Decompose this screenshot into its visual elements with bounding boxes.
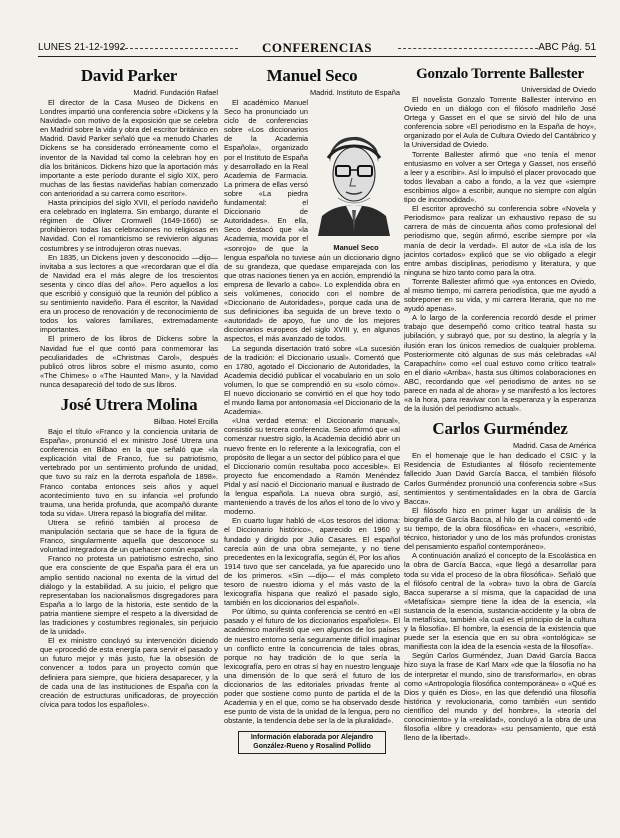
page-header (38, 40, 596, 57)
paragraph: En 1835, un Dickens joven y desconocido —dijo— invitaba a sus lectores a que «recordaran que el día de Navidad era el más alegre de los trescientos sesenta y cinco días del año». Pero aquellos a los que escribió y consiguió que la reunión del público a su sentimiento navideño. Para él escritor, la Navidad era un proceso de renovación y de reconocimiento de todos los valores familiares, extremadamente importantes. (40, 252, 218, 335)
byline-gurmendez: Madrid. Casa de América (513, 441, 596, 451)
paragraph: A lo largo de la conferencia recordó desde el primer trabajo que desempeñó como crítico teatral hasta su jubilación, y subrayó que, por su destino, la alegría y la ilusión eran los únicos remedios de cualquier problema. Posteriormente citó algunas de sus más celebradas «Al Carapachín» como «el cual estuvo como crítico teatral» en el diario «Arriba», hasta sus últimos colaboraciones en ABC, recordando que «el periodismo de antes no se parece en nada al de ahora» y se manifestó a los lectores «a la hora, para reavivar con la esperanza y la esperanza de la ilusión del periodismo actual». (404, 313, 596, 414)
paragraph: El director de la Casa Museo de Dickens en Londres impartió una conferencia sobre «Dickens y la Navidad» con motivo de la exposición que se celebra en Madrid sobre la vida y obra del escritor británico en Madrid. David Parker señaló que «a menudo Charles Dickens se ha considerado erróneamente como el inventor de la Navidad tal como la celebran hoy en día los británicos. Dickens hizo que la aportación más importante a este período durante el siglo XIX, pero muchas de las fiestas navideñas habían comenzado con anterioridad a su carrera como escritor». (40, 98, 218, 198)
paragraph: El escritor aprovechó su conferencia sobre «Novela y Periodismo» para realizar un exhaustivo repaso de su carrera de más de cincuenta años como profesional del periodismo que, según afirmó, escribe siempre por «la manía de decir la verdad». El autor de «La isla de los jacintos cortados» explicó que se vio obligado a elegir entre ambas disciplinas, periodismo y literatura, y que ninguna se hizo tanto como para la otra. (404, 204, 596, 277)
header-page-ref: ABC Pág. 51 (538, 42, 596, 53)
column-left (40, 62, 218, 709)
byline-torrente: Universidad de Oviedo (521, 85, 596, 94)
article-title-seco: Manuel Seco (266, 66, 358, 85)
paragraph: Torrente Ballester afirmó que «ya entonces en Oviedo, al mismo tiempo, mi carrera periodística, que me ayudó a sobreponer en su vida, y mi carrera literaria, que no me ayudó apenas». (404, 276, 596, 314)
article-title-utrera: José Utrera Molina (60, 395, 198, 414)
paragraph: Según Carlos Gurméndez, Juan David García Bacca hizo suya la frase de Karl Marx «de que la filosofía no ha de interpretar el mundo, sino de transformarlo», en obras como «Antropología filosófica contemporánea» o «Qué es Dios y quién es Dios», en las que defendió una filosofía histórica y revolucionaria, como también «un sentido científico del mundo y del hombre», la «teoría del conocimiento» y la «realidad», concluyó a la obra de una filosofía «libre y creadora» «su pensamiento, que está lleno de la libertad». (404, 651, 596, 743)
paragraph: Bajo el título «Franco y la conciencia unitaria de España», pronunció el ex ministro José Utrera una conferencia en Bilbao en la que señaló que «la explicación vital de Franco, fue su patriotismo, vertebrado por un sentimiento profundo de unidad, que tuvo su raíz en la derrota española de 1898». Franco contaba entonces seis años y aquel acontecimiento tuvo en su infancia «el profundo trauma, una herida profunda, que acompañó durante toda su vida». Utrera repasó la biografía del militar. (40, 427, 218, 518)
paragraph: Hasta principios del siglo XVII, el período navideño era celebrado en Inglaterra. Sin embargo, durante el régimen de Oliver Cromwell (1649-1660) se prohibieron todas las celebraciones no religiosas en Navidad. Con el romanticismo se revivieron algunas costumbres y se introdujeron otras nuevas. (40, 198, 218, 253)
paragraph: El filósofo hizo en primer lugar un análisis de la biografía de García Bacca, al hilo de la cual comentó «de su tiempo, de la obra filosófica» en «hacer», «escribió, técnico, historiador y uno de los más profundos cronistas del pensamiento español contemporáneo». (404, 505, 596, 552)
column-right (404, 62, 596, 742)
paragraph: El primero de los libros de Dickens sobre la Navidad fue el que contó para conmemorar las peculiaridades de «Christmas Carol», después publicó otros libros sobre el mismo asunto, como «The Chimes» o «The Haunted Man», y la Navidad nunca desapareció del todo de sus libros. (40, 334, 218, 389)
paragraph: En cuarto lugar habló de «Los tesoros del idioma: el Diccionario histórico», aparecido en 1960 y fundado y dirigido por Julio Casares. El español carecía aún de una obra semejante, y no tiene precedentes en la lexicografía, según él, Por los años 1914 tuvo que ser cancelada, ya fue aparecido uno de los primeros. «Sin —dijo— el más completo tesoro de nuestro idioma y el más vasto de la lexicografía hispana que realizó el pasado siglo, también en los diccionarios del español». (224, 516, 400, 608)
paragraph: A continuación analizó el concepto de la Escolástica en la obra de García Bacca, «que llegó a desarrollar para toda su vida el proceso de la obra filosófica». Señaló que el filósofo central de la «obra» tuvo la obra de García Bacca superarse a sí misma, que la capacidad de una «Metafísica» siempre tiene la idea de la esencia, «la sustancia de la esencia, sustancia-accidente y la obra de la metafísica, también «la cual es el principio de la cultura y la filosofía». El hombre, la esencia de la existencia que puede ser la esencia que en su obra «ontológica» se manifiesta con la idea de la esencia «esta de la filosofía». (404, 551, 596, 652)
header-rule-right (398, 48, 538, 49)
byline-parker: Madrid. Fundación Rafael (133, 88, 218, 97)
paragraph: Por último, su quinta conferencia se centró en «El pasado y el futuro de los diccionarios españoles». El académico manifestó que «en algunos de los países de nuestro entorno sería seguramente difícil imaginar un conflicto entre la concurrencia de tales obras, porque no hay tradición de lo que sería la lexicografía, pero en otras sí hay en nuestro lenguaje una dimensión de lo que será el futuro de los diccionarios de las editoriales privadas frente al poder que sostiene como punto de partida el de la Academia y en el que, como se ha observado desde ese punto de vista de la unidad de la lengua, pero no obstante, la tendencia debe ser la de la pluralidad». (224, 607, 400, 726)
seco-body (224, 98, 400, 725)
paragraph: En el homenaje que le han dedicado el CSIC y la Residencia de Estudiantes al filósofo recientemente fallecido Juan David García Bacca, el también filósofo Carlos Gurméndez pronunció una conferencia sobre «Sus sentimientos y sentimentalidades en la obra de García Bacca». (404, 451, 596, 506)
paragraph: El novelista Gonzalo Torrente Ballester intervino en Oviedo en un diálogo con el filósofo madrileño José Ortega y Gasset en el que se sirvió del hilo de una conferencia sobre «El periodismo en la España de hoy», organizado por el Aula de Cultura Oviedo del Cantábrico y la Universidad de Oviedo. (404, 95, 596, 150)
section-title: CONFERENCIAS (261, 40, 372, 55)
byline-utrera: Bilbao. Hotel Ercilla (153, 417, 218, 426)
credit-box: Información elaborada por Alejandro González-Rueno y Rosalind Pollido (238, 731, 386, 754)
article-title-gurmendez: Carlos Gurméndez (432, 419, 568, 439)
article-title-torrente: Gonzalo Torrente Ballester (416, 66, 584, 82)
paragraph: «Una verdad eterna: el Diccionario manual», consistió su tercera conferencia. Seco afirmó que «al comenzar nuestro siglo, la Academia decidió abrir un nuevo frente en lo referente a la lexicografía, con el propósito de llegar a un sector del público para el que el Diccionario común resultaba poco accesible». El proyecto fue encomendado a Ramón Menéndez Pidal y así nació el Diccionario manual e ilustrado de la lengua española. La nueva obra surgió, así, manteniendo a través de los años el tono de lo vivo y moderno. (224, 416, 400, 517)
paragraph: Franco no protesta un patriotismo estrecho, sino que era consciente de que España para él era un amplio sentido nacional no exenta de la virtud del diálogo y la estabilidad. A su juicio, el peligro que representaban los nacionalismos disgregadores para España a lo largo de la historia, este sentido de la patria mantiene siempre el respeto a la diversidad de las tradiciones y costumbres regionales, sin perjuicio de la unidad». (40, 554, 218, 637)
portrait-caption: Manuel Seco (333, 243, 379, 252)
paragraph: Utrera se refirió también al proceso de manipulación sectaria que se hace de la figura de Franco, singularmente aquella que desconoce su voluntad integradora de un quehacer común español. (40, 517, 218, 555)
portrait-photo (312, 132, 396, 236)
paragraph: El académico Manuel Seco ha pronunciado un ciclo de conferencias sobre «Los diccionarios de la Academia Española», organizado por el Instituto de España y desarrollado en la Real Academia de Farmacia. La primera de ellas versó sobre «La piedra fundamental: el Diccionario de Autoridades». En ella, Seco destacó que «la Academia, movida por el «sonrojo» de que la lengua española no tuviese aún un diccionario digno de su grandeza, que quedase emparejada con los que otras naciones tienen ya en acción, emprendió la empresa de llevarlo a cabo». Lo explendida obra en seis volúmenes, conocido con el nombre de «Diccionario de Autoridades», porque cada una de sus definiciones iba seguida de un breve texto o «autoridad» de apoyo, fue uno de los mejores diccionarios europeos del siglo XVIII y, en algunos aspectos, el más avanzado de todos. (224, 98, 400, 344)
column-center (224, 62, 400, 754)
byline-seco: Madrid. Instituto de España (310, 88, 400, 97)
portrait-figure (312, 132, 400, 250)
header-date: LUNES 21-12-1992 (38, 42, 126, 53)
article-title-parker: David Parker (80, 66, 178, 85)
paragraph: Torrente Ballester afirmó que «no tenía el menor entusiasmo en volver a ser Ortega y Gasset, nos enseñó a leer y a escribir». Así lo impulsó el placer provocado que todos llevaban a cabo a fondo, a la vez que «siempre escribimos algo» a escribir, aunque no siempre con algún tipo de incomodidad». (404, 149, 596, 205)
paragraph: La segunda disertación trató sobre «La sucesión de la tradición: el Diccionario usual». Comentó que en 1780, agotado el Diccionario de Autoridades, la Academia decidió publicar el vocabulario en un solo volumen, lo que se comprendió en su «solo cómo». El nuevo diccionario se convirtió en el que hoy todo el mundo llama por antonomasia «el Diccionario de la Academia». (224, 343, 400, 417)
paragraph: El ex ministro concluyó su intervención diciendo que «procedió de esta energía para servir el pasado y un futuro mejor y más justo, fue la obsesión de convencer a todos para un proyecto común que definiera para siempre, que hiciera desaparecer, y la de cada una de las instituciones de España con la creación de estructuras unificadoras, de proyección cívica para todos los españoles». (40, 636, 218, 709)
